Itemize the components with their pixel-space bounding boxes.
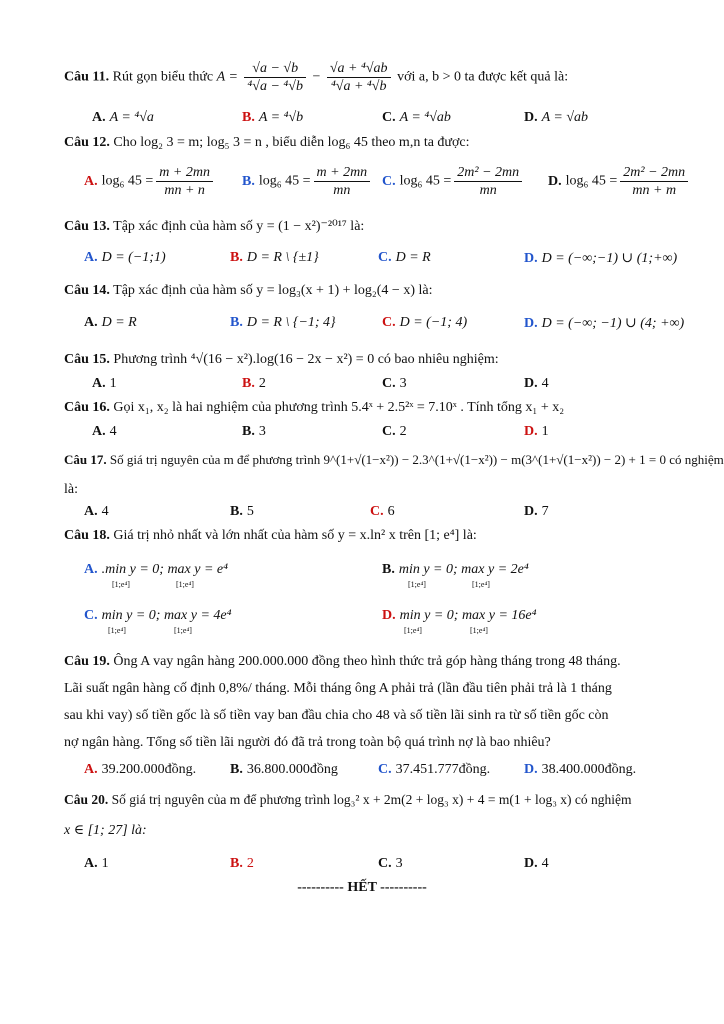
- answer-label: A.: [92, 376, 106, 391]
- question-20-continuation: [64, 822, 147, 839]
- fraction-2: [327, 60, 391, 95]
- question-14: [64, 283, 432, 299]
- fraction-denominator: ⁴√a − ⁴√b: [247, 79, 303, 94]
- question-text: Phương trình ⁴√(16 − x²).log(16 − 2x − x²) = 0 có bao nhiêu nghiệm:: [113, 352, 499, 367]
- answer-label: C.: [382, 315, 396, 330]
- fraction-denominator: mn + m: [632, 183, 677, 198]
- answer-text: min y = 0; max y = 2e⁴: [398, 562, 529, 577]
- answer-d[interactable]: [524, 250, 677, 267]
- question-text: Gọi x₁, x₂ là hai nghiệm của phương trình 5.4ˣ + 2.5²ˣ = 7.10ˣ . Tính tổng x₁ + x₂: [113, 400, 565, 415]
- answer-a[interactable]: [84, 504, 109, 520]
- answer-b[interactable]: [382, 562, 529, 578]
- answer-d[interactable]: [524, 762, 636, 778]
- answer-label: A.: [84, 562, 98, 577]
- answer-text: 2: [258, 376, 266, 391]
- answer-text: D = (−1;1): [101, 250, 166, 265]
- question-label: Câu 12.: [64, 135, 110, 150]
- fraction-numerator: 2m² − 2mn: [454, 164, 522, 182]
- answer-label: C.: [382, 110, 396, 125]
- fraction-numerator: m + 2mn: [314, 164, 371, 182]
- question-text: Ông A vay ngân hàng 200.000.000 đồng theo hình thức trả góp hàng tháng trong 48 tháng.: [113, 654, 621, 669]
- answer-label: B.: [230, 856, 243, 871]
- question-label: Câu 14.: [64, 283, 110, 298]
- answer-label: A.: [84, 250, 98, 265]
- question-19: [64, 654, 621, 670]
- fraction-denominator: mn: [479, 183, 497, 198]
- question-17-continuation: [64, 482, 78, 498]
- answer-text: A = ⁴√ab: [399, 110, 451, 125]
- answer-label: B.: [230, 504, 243, 519]
- min-range-label: [1;e⁴]: [108, 626, 126, 635]
- answer-text: D = (−∞; −1) ∪ (4; +∞): [541, 316, 685, 331]
- answer-text: A = √ab: [541, 110, 589, 125]
- answer-label: D.: [382, 608, 396, 623]
- answer-label: C.: [382, 424, 396, 439]
- minus-sign: −: [312, 69, 321, 85]
- answer-text: A = ⁴√a: [109, 110, 154, 125]
- answer-text: 4: [541, 376, 549, 391]
- answer-text: 3: [258, 424, 266, 439]
- answer-c[interactable]: [370, 504, 395, 520]
- answer-d[interactable]: [548, 164, 691, 199]
- answer-label: D.: [524, 316, 538, 331]
- answer-text: .min y = 0; max y = e⁴: [101, 562, 229, 577]
- answer-a[interactable]: [92, 376, 117, 392]
- answer-text: 3: [399, 376, 407, 391]
- answer-prefix: log₆ 45 =: [399, 173, 452, 189]
- answer-text: 4: [109, 424, 117, 439]
- answer-text: 39.200.000đồng.: [101, 762, 197, 777]
- answer-b[interactable]: [230, 856, 254, 872]
- answer-a[interactable]: [84, 856, 109, 872]
- fraction-denominator: ⁴√a + ⁴√b: [330, 79, 387, 94]
- answer-text: D = (−∞;−1) ∪ (1;+∞): [541, 251, 678, 266]
- max-range-label: [1;e⁴]: [472, 580, 490, 589]
- answer-c[interactable]: [382, 424, 407, 440]
- answer-label: D.: [524, 251, 538, 266]
- question-label: Câu 18.: [64, 528, 110, 543]
- min-range-label: [1;e⁴]: [112, 580, 130, 589]
- answer-label: B.: [242, 424, 255, 439]
- answer-a[interactable]: [84, 315, 137, 331]
- answer-label: C.: [382, 173, 396, 189]
- answer-c[interactable]: [382, 315, 467, 331]
- answer-a[interactable]: [84, 250, 166, 266]
- min-range-label: [1;e⁴]: [404, 626, 422, 635]
- answer-c[interactable]: [84, 608, 232, 624]
- answer-fraction: [454, 164, 522, 199]
- answer-text: 4: [101, 504, 109, 519]
- answer-b[interactable]: [230, 315, 336, 331]
- question-text: sau khi vay) số tiền gốc là số tiền vay ban đầu chia cho 48 và số tiền lãi sinh ra từ số tiền gốc còn: [64, 708, 609, 723]
- answer-b[interactable]: [230, 250, 319, 266]
- question-label: Câu 20.: [64, 792, 109, 807]
- answer-label: A.: [92, 110, 106, 125]
- answer-text: D = R: [395, 250, 431, 265]
- answer-c[interactable]: [378, 856, 403, 872]
- question-label: Câu 13.: [64, 219, 110, 234]
- question-text: Số giá trị nguyên của m để phương trình 9^(1+√(1−x²)) − 2.3^(1+√(1−x²)) − m(3^(1+√(1−x²)) − 2) + 1 = 0 có nghiệm: [109, 452, 724, 467]
- answer-text: 1: [541, 424, 549, 439]
- answer-label: C.: [378, 856, 392, 871]
- answer-text: 7: [541, 504, 549, 519]
- answer-prefix: log₆ 45 =: [565, 173, 618, 189]
- question-text: là:: [64, 482, 78, 497]
- answer-b[interactable]: [242, 164, 373, 199]
- answer-text: D = R \ {−1; 4}: [246, 315, 336, 330]
- answer-label: B.: [230, 315, 243, 330]
- answer-text: 38.400.000đồng.: [541, 762, 637, 777]
- question-19-line-4: [64, 735, 551, 751]
- fraction-denominator: mn: [333, 183, 351, 198]
- answer-label: C.: [378, 762, 392, 777]
- answer-text: 4: [541, 856, 549, 871]
- question-text: Số giá trị nguyên của m để phương trình log₃² x + 2m(2 + log₃ x) + 4 = m(1 + log₃ x) có nghiệm: [111, 792, 632, 807]
- answer-label: D.: [548, 173, 562, 189]
- question-17: [64, 452, 724, 468]
- question-text: Cho log₂ 3 = m; log₅ 3 = n , biểu diễn log₆ 45 theo m,n ta được:: [113, 135, 470, 150]
- answer-label: D.: [524, 856, 538, 871]
- answer-text: min y = 0; max y = 16e⁴: [399, 608, 537, 623]
- answer-text: 2: [246, 856, 254, 871]
- answer-text: D = R \ {±1}: [246, 250, 319, 265]
- answer-d[interactable]: [524, 315, 684, 332]
- min-range-label: [1;e⁴]: [408, 580, 426, 589]
- answer-c[interactable]: [382, 376, 407, 392]
- fraction-numerator: m + 2mn: [156, 164, 213, 182]
- expr-lhs: A =: [216, 69, 238, 85]
- answer-prefix: log₆ 45 =: [101, 173, 154, 189]
- question-label: Câu 16.: [64, 400, 110, 415]
- answer-a[interactable]: [84, 562, 228, 578]
- question-label: Câu 19.: [64, 654, 110, 669]
- fraction-numerator: √a − √b: [244, 60, 306, 78]
- fraction-1: [244, 60, 306, 95]
- question-18: [64, 528, 477, 544]
- question-text: Rút gọn biểu thức: [112, 69, 214, 85]
- answer-label: B.: [242, 376, 255, 391]
- max-range-label: [1;e⁴]: [176, 580, 194, 589]
- answer-prefix: log₆ 45 =: [258, 173, 311, 189]
- max-range-label: [1;e⁴]: [470, 626, 488, 635]
- answer-text: A = ⁴√b: [258, 110, 304, 125]
- question-label: Câu 17.: [64, 452, 107, 467]
- answer-a[interactable]: [84, 762, 196, 778]
- answer-label: D.: [524, 424, 538, 439]
- answer-d[interactable]: [382, 608, 537, 624]
- answer-b[interactable]: [242, 424, 266, 440]
- answer-label: A.: [84, 762, 98, 777]
- answer-text: 1: [109, 376, 117, 391]
- answer-label: C.: [378, 250, 392, 265]
- answer-label: A.: [84, 504, 98, 519]
- answer-label: D.: [524, 376, 538, 391]
- answer-label: D.: [524, 110, 538, 125]
- answer-c[interactable]: [382, 164, 525, 199]
- answer-label: A.: [84, 173, 98, 189]
- answer-label: D.: [524, 762, 538, 777]
- answer-text: 36.800.000đồng: [246, 762, 338, 777]
- answer-label: D.: [524, 504, 538, 519]
- question-text: Tập xác định của hàm số y = (1 − x²)⁻²⁰¹⁷ là:: [113, 219, 365, 234]
- answer-c[interactable]: [378, 762, 490, 778]
- answer-label: B.: [242, 173, 255, 189]
- question-condition: với a, b > 0 ta được kết quả là:: [397, 69, 569, 85]
- answer-text: 2: [399, 424, 407, 439]
- question-text: nợ ngân hàng. Tổng số tiền lãi người đó đã trả trong toàn bộ quá trình nợ là bao nhiêu?: [64, 735, 551, 750]
- fraction-denominator: mn + n: [164, 183, 205, 198]
- answer-label: C.: [84, 608, 98, 623]
- answer-label: A.: [92, 424, 106, 439]
- answer-text: D = R: [101, 315, 137, 330]
- answer-label: B.: [242, 110, 255, 125]
- question-11: [64, 60, 568, 95]
- answer-text: 6: [387, 504, 395, 519]
- fraction-numerator: √a + ⁴√ab: [327, 60, 391, 78]
- answer-b[interactable]: [242, 376, 266, 392]
- answer-text: 5: [246, 504, 254, 519]
- answer-label: C.: [382, 376, 396, 391]
- question-20: [64, 792, 632, 808]
- answer-a[interactable]: [92, 424, 117, 440]
- answer-d[interactable]: [524, 504, 549, 520]
- answer-text: D = (−1; 4): [399, 315, 468, 330]
- question-text: Tập xác định của hàm số y = log₃(x + 1) + log₂(4 − x) là:: [113, 283, 433, 298]
- answer-a[interactable]: [84, 164, 216, 199]
- fraction-numerator: 2m² − 2mn: [620, 164, 688, 182]
- answer-b[interactable]: [230, 504, 254, 520]
- answer-b[interactable]: [230, 762, 338, 778]
- answer-fraction: [620, 164, 688, 199]
- answer-d[interactable]: [524, 856, 549, 872]
- answer-label: B.: [230, 250, 243, 265]
- answer-d[interactable]: [524, 376, 549, 392]
- max-range-label: [1;e⁴]: [174, 626, 192, 635]
- answer-c[interactable]: [378, 250, 431, 266]
- question-19-line-2: [64, 681, 612, 697]
- answer-text: 1: [101, 856, 109, 871]
- question-text: Giá trị nhỏ nhất và lớn nhất của hàm số y = x.ln² x trên [1; e⁴] là:: [113, 528, 477, 543]
- question-text: x ∈ [1; 27] là:: [64, 823, 147, 838]
- answer-fraction: [156, 164, 213, 199]
- answer-label: A.: [84, 315, 98, 330]
- answer-c[interactable]: [382, 110, 451, 126]
- answer-label: C.: [370, 504, 384, 519]
- answer-b[interactable]: [242, 110, 303, 126]
- answer-text: min y = 0; max y = 4e⁴: [101, 608, 232, 623]
- question-text: Lãi suất ngân hàng cố định 0,8%/ tháng. Mỗi tháng ông A phải trả (lần đầu tiên phải trả là 1 tháng: [64, 681, 612, 696]
- question-13: [64, 218, 364, 235]
- question-15: [64, 352, 499, 368]
- question-16: [64, 400, 564, 416]
- question-12: [64, 135, 470, 151]
- answer-label: A.: [84, 856, 98, 871]
- answer-a[interactable]: [92, 110, 154, 126]
- answer-text: 37.451.777đồng.: [395, 762, 491, 777]
- answer-d[interactable]: [524, 424, 549, 440]
- answer-text: 3: [395, 856, 403, 871]
- answer-d[interactable]: [524, 110, 588, 126]
- end-marker: ---------- HẾT ----------: [297, 880, 427, 895]
- answer-label: B.: [382, 562, 395, 577]
- answer-fraction: [314, 164, 371, 199]
- question-label: Câu 15.: [64, 352, 110, 367]
- question-label: Câu 11.: [64, 69, 110, 85]
- question-19-line-3: [64, 708, 609, 724]
- answer-label: B.: [230, 762, 243, 777]
